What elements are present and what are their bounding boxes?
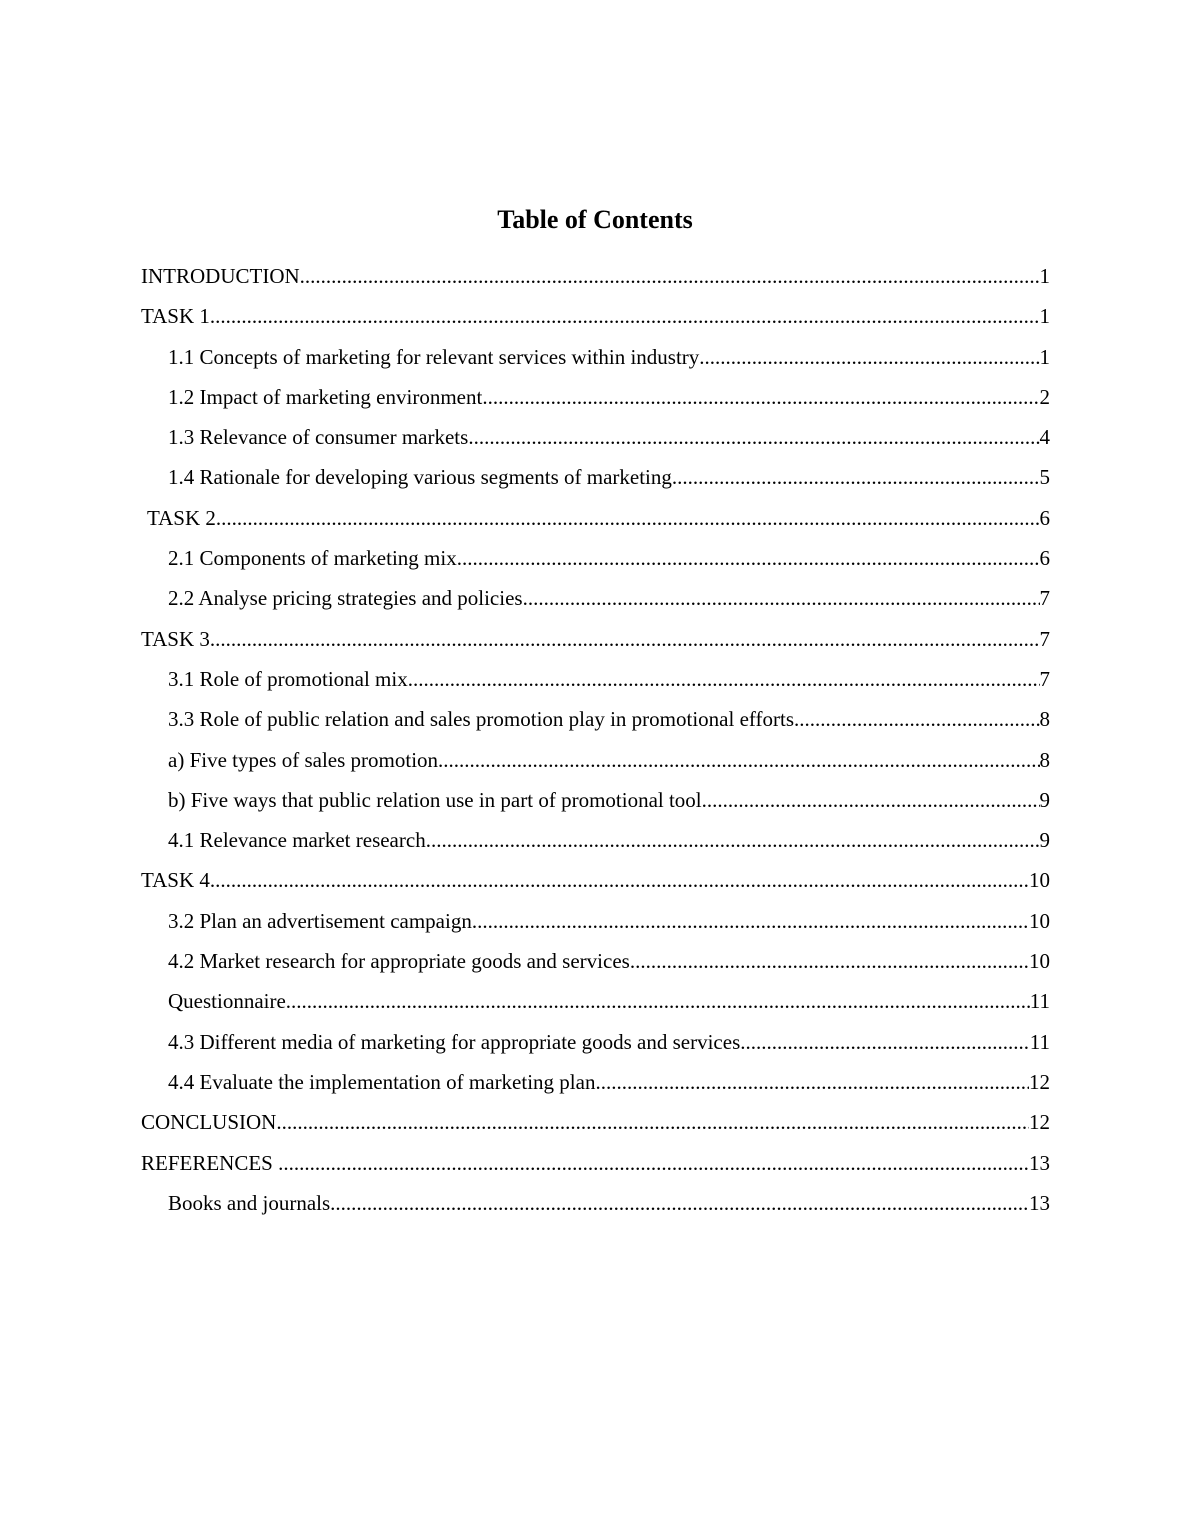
toc-entry-label: b) Five ways that public relation use in part of promotional tool <box>168 787 702 812</box>
toc-entry-label: TASK 2 <box>147 505 216 530</box>
toc-dot-leader <box>300 258 1040 294</box>
toc-entry-3-1[interactable] <box>141 661 1050 701</box>
toc-entry-4-3[interactable] <box>141 1024 1050 1064</box>
toc-page-number: 7 <box>1039 626 1050 651</box>
toc-dot-leader <box>794 701 1040 737</box>
toc-entry-sales-promotion-types[interactable] <box>141 742 1050 782</box>
toc-entry-label: Questionnaire <box>168 989 286 1014</box>
toc-entry-4-2[interactable] <box>141 943 1050 983</box>
toc-page-number: 6 <box>1039 505 1050 530</box>
toc-page-number: 10 <box>1029 868 1050 893</box>
toc-entry-label: 4.2 Market research for appropriate goods and services <box>168 949 630 974</box>
toc-dot-leader <box>672 459 1040 495</box>
toc-entry-4-4[interactable] <box>141 1064 1050 1104</box>
toc-page-number: 9 <box>1039 787 1050 812</box>
toc-entry-label: REFERENCES <box>141 1150 279 1175</box>
toc-dot-leader <box>740 1024 1030 1060</box>
toc-entry-1-4[interactable] <box>141 459 1050 499</box>
toc-dot-leader <box>630 943 1029 979</box>
toc-dot-leader <box>408 661 1040 697</box>
toc-page-number: 9 <box>1039 828 1050 853</box>
toc-entry-label: 3.3 Role of public relation and sales promotion play in promotional efforts <box>168 707 794 732</box>
toc-page-number: 11 <box>1029 1029 1050 1054</box>
toc-entry-label: TASK 1 <box>141 304 210 329</box>
toc-page-number: 11 <box>1029 989 1050 1014</box>
toc-entry-questionnaire[interactable] <box>141 983 1050 1023</box>
toc-page-number: 8 <box>1039 707 1050 732</box>
toc-dot-leader <box>482 379 1039 415</box>
toc-dot-leader <box>523 580 1040 616</box>
toc-dot-leader <box>468 419 1039 455</box>
toc-page-number: 13 <box>1029 1150 1050 1175</box>
toc-dot-leader <box>438 742 1039 778</box>
toc-entry-label: 3.1 Role of promotional mix <box>168 666 408 691</box>
toc-page-number: 7 <box>1039 666 1050 691</box>
toc-entry-2-1[interactable] <box>141 540 1050 580</box>
toc-entry-label: 4.4 Evaluate the implementation of marketing plan <box>168 1069 596 1094</box>
toc-page-number: 6 <box>1039 546 1050 571</box>
toc-dot-leader <box>702 782 1040 818</box>
toc-entry-label: INTRODUCTION <box>141 264 300 288</box>
toc-page-number: 12 <box>1029 1110 1050 1135</box>
toc-page-number: 12 <box>1029 1069 1050 1094</box>
toc-dot-leader <box>699 339 1039 375</box>
toc-dot-leader <box>210 621 1040 657</box>
toc-dot-leader <box>210 862 1029 898</box>
toc-dot-leader <box>472 903 1029 939</box>
toc-entry-label: 1.1 Concepts of marketing for relevant services within industry <box>168 344 700 369</box>
toc-dot-leader <box>216 500 1040 536</box>
toc-page-number: 5 <box>1039 465 1050 490</box>
toc-page-number: 1 <box>1039 344 1050 369</box>
toc-entry-conclusion[interactable] <box>141 1104 1050 1144</box>
toc-entry-task-1[interactable] <box>141 298 1050 338</box>
toc-dot-leader <box>276 1104 1029 1140</box>
toc-entry-2-2[interactable] <box>141 580 1050 620</box>
toc-entry-label: CONCLUSION <box>141 1110 277 1135</box>
toc-entry-1-2[interactable] <box>141 379 1050 419</box>
toc-entry-label: a) Five types of sales promotion <box>168 747 439 772</box>
toc-page-number: 10 <box>1029 949 1050 974</box>
toc-entry-task-3[interactable] <box>141 621 1050 661</box>
toc-entry-task-4[interactable] <box>141 862 1050 902</box>
toc-dot-leader <box>286 983 1030 1019</box>
toc-dot-leader <box>330 1185 1029 1221</box>
toc-entry-label: Books and journals <box>168 1190 331 1215</box>
toc-entry-3-3[interactable] <box>141 701 1050 741</box>
toc-dot-leader <box>426 822 1040 858</box>
toc-dot-leader <box>595 1064 1029 1100</box>
toc-title: Table of Contents <box>497 205 693 234</box>
toc-dot-leader <box>278 1145 1029 1181</box>
toc-page-number: 7 <box>1039 586 1050 611</box>
toc-list <box>141 258 1050 1225</box>
toc-page-number: 13 <box>1029 1190 1050 1215</box>
toc-entry-label: TASK 3 <box>141 626 210 651</box>
toc-dot-leader <box>210 298 1040 334</box>
toc-entry-label: 2.1 Components of marketing mix <box>168 546 457 571</box>
toc-entry-label: 1.3 Relevance of consumer markets <box>168 425 469 450</box>
toc-entry-3-2[interactable] <box>141 903 1050 943</box>
toc-page-number: 1 <box>1039 264 1050 288</box>
toc-page-number: 4 <box>1039 425 1050 450</box>
toc-entry-books-and-journals[interactable] <box>141 1185 1050 1225</box>
toc-entry-public-relation-ways[interactable] <box>141 782 1050 822</box>
toc-entry-label: 1.2 Impact of marketing environment <box>168 384 483 409</box>
toc-page-number: 2 <box>1039 384 1050 409</box>
toc-entry-task-2[interactable] <box>141 500 1050 540</box>
toc-entry-introduction[interactable] <box>141 258 1050 298</box>
toc-entry-label: 4.3 Different media of marketing for appropriate goods and services <box>168 1029 741 1054</box>
toc-entry-label: 4.1 Relevance market research <box>168 828 426 853</box>
toc-entry-1-3[interactable] <box>141 419 1050 459</box>
toc-entry-references[interactable] <box>141 1145 1050 1185</box>
toc-entry-label: TASK 4 <box>141 868 210 893</box>
toc-page-number: 10 <box>1029 908 1050 933</box>
toc-entry-label: 3.2 Plan an advertisement campaign <box>168 908 472 933</box>
toc-entry-1-1[interactable] <box>141 339 1050 379</box>
toc-page-number: 1 <box>1039 304 1050 329</box>
toc-entry-4-1[interactable] <box>141 822 1050 862</box>
toc-dot-leader <box>457 540 1040 576</box>
toc-entry-label: 2.2 Analyse pricing strategies and policies <box>168 586 523 611</box>
toc-entry-label: 1.4 Rationale for developing various segments of marketing <box>168 465 672 490</box>
toc-page-number: 8 <box>1039 747 1050 772</box>
